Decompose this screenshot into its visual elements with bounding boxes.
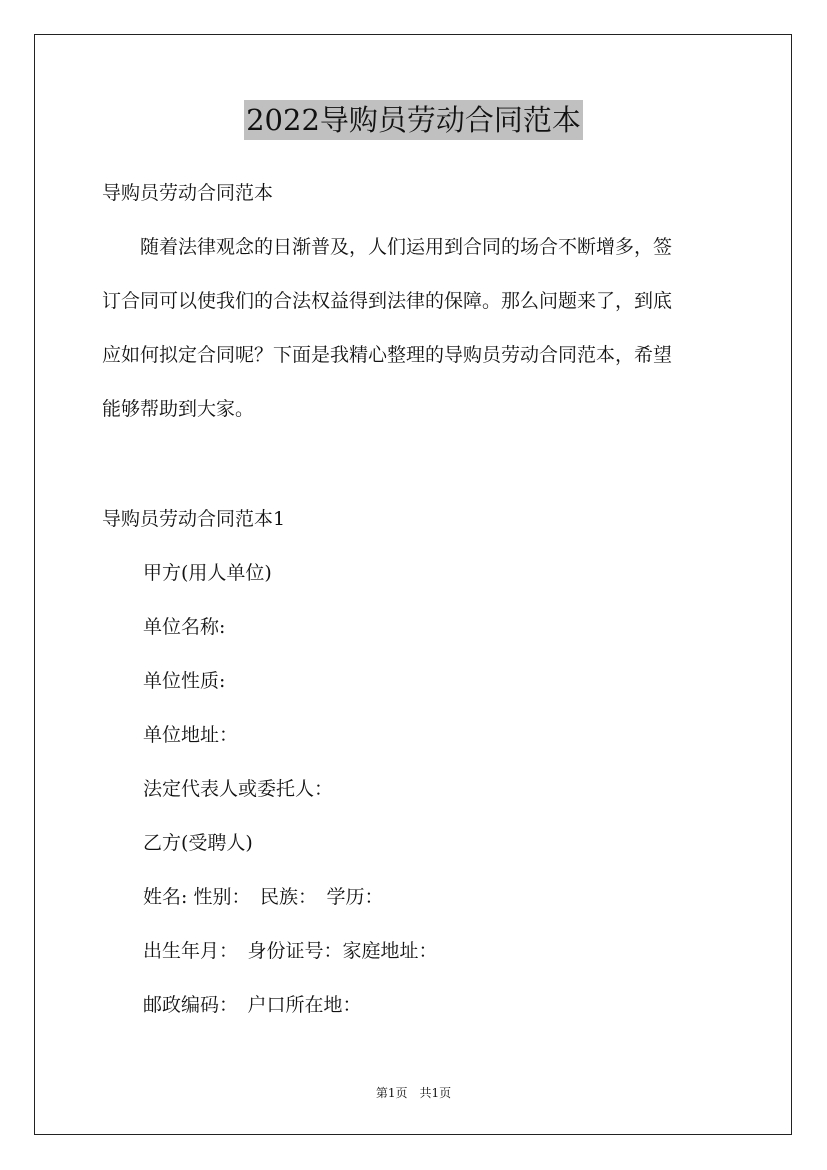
personal-info-field: 姓名: 性别： 民族： 学历：: [143, 886, 384, 908]
birth-id-address-field: 出生年月： 身份证号：家庭地址：: [143, 940, 438, 962]
postal-hukou-field: 邮政编码： 户口所在地：: [143, 994, 362, 1016]
unit-address-field: 单位地址：: [143, 724, 239, 746]
party-b-label: 乙方(受聘人): [143, 832, 253, 854]
intro-line: 能够帮助到大家。: [102, 398, 255, 420]
section-heading: 导购员劳动合同范本1: [102, 508, 286, 530]
intro-paragraph: [102, 235, 730, 451]
intro-line: 订合同可以使我们的合法权益得到法律的保障。那么问题来了，到底: [102, 290, 673, 312]
unit-name-field: 单位名称:: [143, 616, 226, 638]
intro-line: 随着法律观念的日渐普及，人们运用到合同的场合不断增多，签: [102, 236, 673, 258]
party-a-label: 甲方(用人单位): [143, 562, 272, 584]
document-title-container: [0, 100, 827, 140]
legal-rep-field: 法定代表人或委托人：: [143, 778, 334, 800]
intro-line: 应如何拟定合同呢？下面是我精心整理的导购员劳动合同范本，希望: [102, 344, 673, 366]
unit-nature-field: 单位性质:: [143, 670, 226, 692]
page-footer: 第1页 共1页: [375, 1086, 452, 1100]
document-subtitle: 导购员劳动合同范本: [102, 182, 274, 204]
document-title: 2022导购员劳动合同范本: [244, 100, 583, 140]
